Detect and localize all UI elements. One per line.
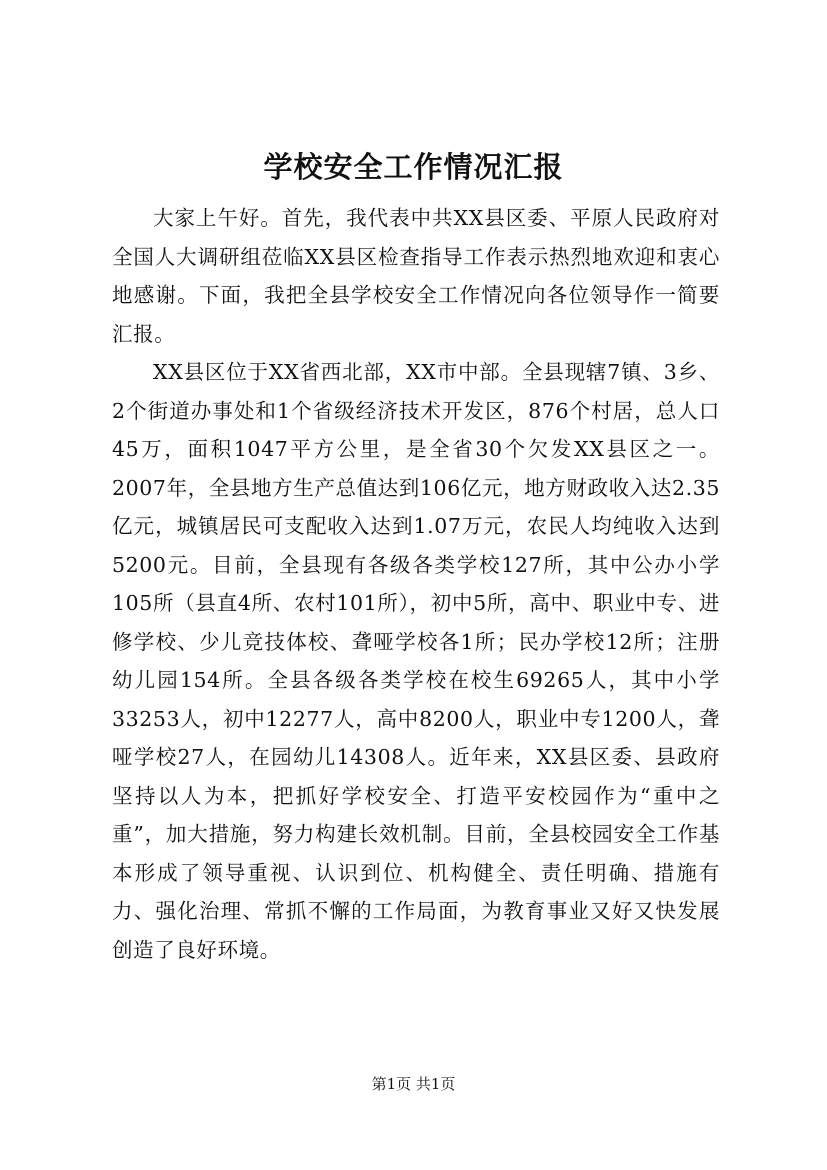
paragraph-county-overview: XX县区位于XX省西北部，XX市中部。全县现辖7镇、3乡、2个街道办事处和1个省级经济技术开发区，876个村居，总人口45万，面积1047平方公里，是全省30个欠发XX县区之一。2007年，全县地方生产总值达到106亿元，地方财政收入达2.35亿元，城镇居民可支配收入达到1.07万元，农民人均纯收入达到5200元。目前，全县现有各级各类学校127所，其中公办小学105所（县直4所、农村101所），初中5所，高中、职业中专、进修学校、少儿竞技体校、聋哑学校各1所；民办学校12所；注册幼儿园154所。全县各级各类学校在校生69265人，其中小学33253人，初中12277人，高中8200人，职业中专1200人，聋哑学校27人，在园幼儿14308人。近年来，XX县区委、县政府坚持以人为本，把抓好学校安全、打造平安校园作为“重中之重”，加大措施，努力构建长效机制。目前，全县校园安全工作基本形成了领导重视、认识到位、机构健全、责任明确、措施有力、强化治理、常抓不懈的工作局面，为教育事业又好又快发展创造了良好环境。 bbox=[112, 360, 720, 962]
paragraph-greeting: 大家上午好。首先，我代表中共XX县区委、平原人民政府对全国人大调研组莅临XX县区检查指导工作表示热烈地欢迎和衷心地感谢。下面，我把全县学校安全工作情况向各位领导作一简要汇报。 bbox=[112, 206, 720, 346]
document-title: 学校安全工作情况汇报 bbox=[263, 150, 564, 184]
page-number-footer: 第1页 共1页 bbox=[371, 1075, 456, 1093]
document-body bbox=[112, 199, 720, 969]
